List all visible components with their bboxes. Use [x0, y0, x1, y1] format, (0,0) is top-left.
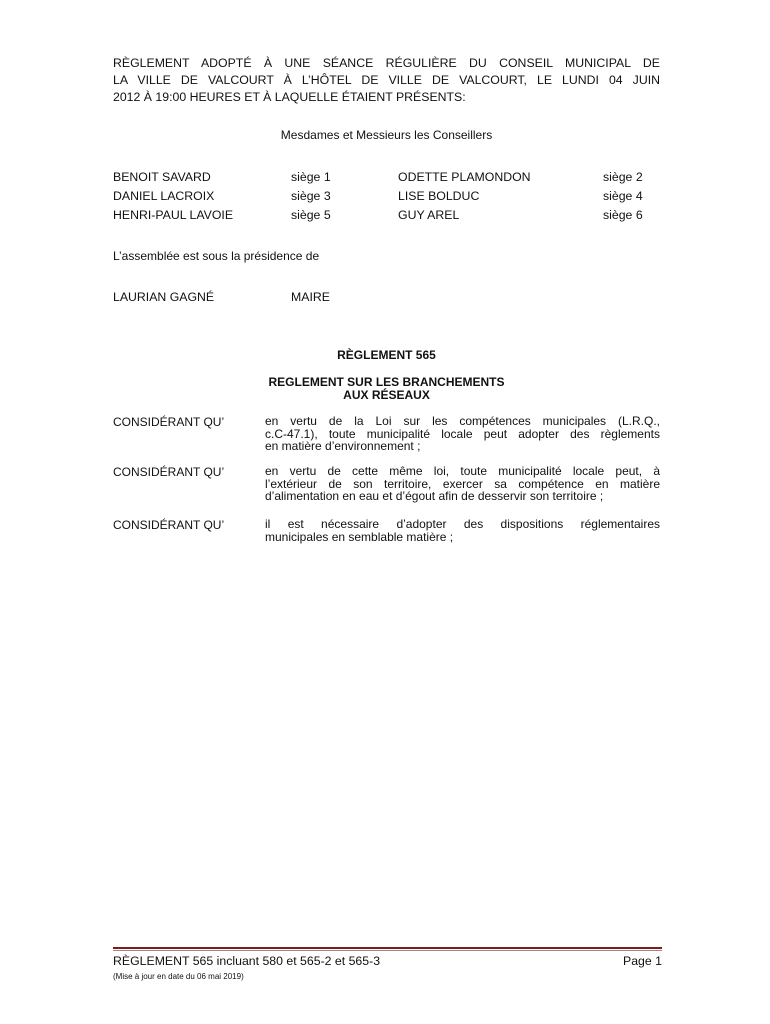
bylaw-title-line: AUX RÉSEAUX	[343, 388, 430, 402]
consideration-text	[265, 415, 660, 453]
councillor-seat: siège 1	[291, 170, 331, 184]
bylaw-title-line: REGLEMENT SUR LES BRANCHEMENTS	[268, 375, 505, 389]
consideration-text	[265, 518, 660, 543]
footer-note: (Mise à jour en date du 06 mai 2019)	[113, 972, 244, 981]
mayor-title: MAIRE	[291, 290, 330, 304]
councillor-name: DANIEL LACROIX	[113, 189, 215, 203]
intro-paragraph	[113, 55, 660, 106]
consideration-text	[265, 465, 660, 503]
bylaw-number: RÈGLEMENT 565	[337, 348, 436, 362]
consideration-line: en vertu de cette même loi, toute municipalité locale peut, à	[265, 464, 660, 478]
councillor-row	[113, 170, 660, 188]
councillor-row	[113, 189, 660, 207]
councillors-heading: Mesdames et Messieurs les Conseillers	[280, 128, 493, 142]
footer-rule-thin	[113, 950, 662, 951]
footer-title: RÈGLEMENT 565 incluant 580 et 565-2 et 565-3	[113, 954, 381, 968]
councillor-row	[113, 208, 660, 226]
footer-rule	[113, 947, 662, 949]
councillor-seat: siège 6	[603, 208, 643, 222]
mayor-name: LAURIAN GAGNÉ	[113, 290, 215, 304]
councillor-seat: siège 2	[603, 170, 643, 184]
councillor-name: BENOIT SAVARD	[113, 170, 211, 184]
consideration-line: d’alimentation en eau et d’égout afin de desservir son territoire ;	[265, 489, 604, 503]
consideration-line: municipales en semblable matière ;	[265, 529, 454, 544]
councillor-name: GUY AREL	[398, 208, 460, 222]
consideration-line: en matière d’environnement ;	[265, 439, 421, 453]
consideration-label: CONSIDÉRANT QU’	[113, 415, 225, 429]
intro-line: 2012 À 19:00 HEURES ET À LAQUELLE ÉTAIENT PRÉSENTS:	[113, 90, 466, 104]
councillor-name: LISE BOLDUC	[398, 189, 480, 203]
bylaw-title	[113, 376, 660, 402]
consideration-label: CONSIDÉRANT QU’	[113, 518, 225, 532]
consideration-line: en vertu de la Loi sur les compétences municipales (L.R.Q.,	[265, 414, 660, 428]
consideration-line: c.C-47.1), toute municipalité locale peut adopter des règlements	[265, 426, 660, 441]
presidency-text: L’assemblée est sous la présidence de	[113, 249, 320, 263]
councillor-name: ODETTE PLAMONDON	[398, 170, 531, 184]
councillor-seat: siège 3	[291, 189, 331, 203]
page-number: Page 1	[623, 954, 662, 968]
consideration-label: CONSIDÉRANT QU’	[113, 465, 225, 479]
intro-line: LA VILLE DE VALCOURT À L’HÔTEL DE VILLE DE VALCOURT, LE LUNDI 04 JUIN	[113, 73, 660, 87]
councillor-name: HENRI-PAUL LAVOIE	[113, 208, 234, 222]
consideration-line: l’extérieur de son territoire, exercer sa compétence en matière	[265, 476, 660, 491]
consideration-line: il est nécessaire d’adopter des dispositions réglementaires	[265, 517, 660, 531]
mayor-row	[113, 290, 660, 308]
councillor-seat: siège 5	[291, 208, 331, 222]
intro-line: RÈGLEMENT ADOPTÉ À UNE SÉANCE RÉGULIÈRE DU CONSEIL MUNICIPAL DE	[113, 56, 660, 70]
councillor-seat: siège 4	[603, 189, 643, 203]
